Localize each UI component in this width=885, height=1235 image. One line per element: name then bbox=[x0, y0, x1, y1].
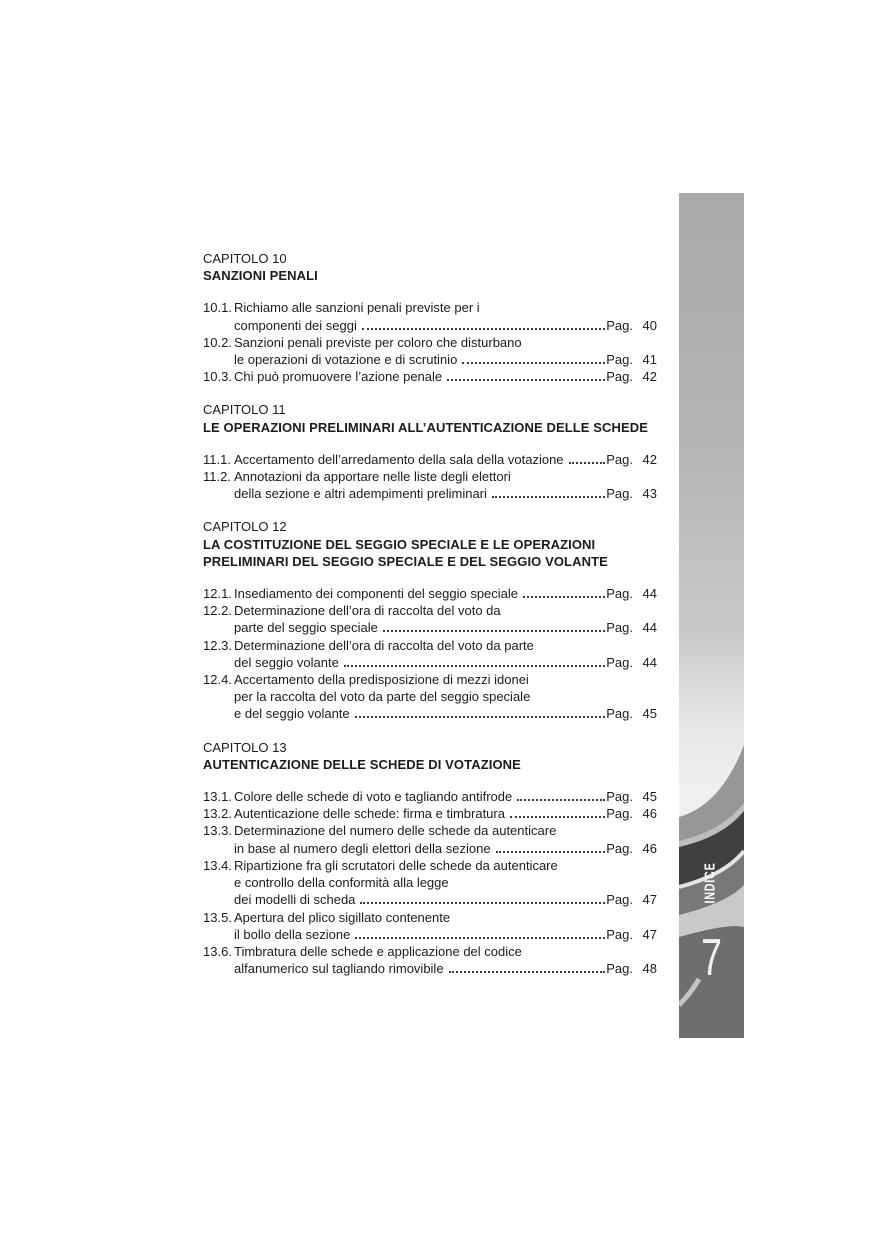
entry-number: 12.3. bbox=[203, 637, 232, 653]
page-number: 7 bbox=[701, 929, 722, 987]
toc-entry bbox=[203, 602, 657, 636]
entry-body bbox=[234, 451, 657, 468]
entry-last-line bbox=[234, 585, 657, 602]
entry-text-line: Apertura del plico sigillato contenente bbox=[234, 909, 451, 925]
entry-text-line: Insediamento dei componenti del seggio speciale bbox=[234, 586, 519, 602]
pag-label: Pag. bbox=[606, 806, 633, 822]
index-tab-sidebar bbox=[679, 193, 744, 1038]
dot-leader bbox=[517, 798, 605, 801]
entry-text-line: parte del seggio speciale bbox=[234, 620, 378, 636]
entry-text-line: Determinazione dell’ora di raccolta del voto da parte bbox=[234, 637, 534, 653]
toc-entry bbox=[203, 637, 657, 671]
toc-chapter bbox=[203, 250, 657, 385]
entry-page-number: 44 bbox=[642, 586, 657, 602]
entry-text-line: dei modelli di scheda bbox=[234, 892, 356, 908]
entry-last-line bbox=[234, 926, 657, 943]
entry-number: 13.3. bbox=[203, 823, 232, 839]
entry-body bbox=[234, 637, 657, 671]
dot-leader bbox=[447, 378, 605, 381]
entry-last-line bbox=[234, 805, 657, 822]
toc-entry bbox=[203, 805, 657, 822]
toc-chapter bbox=[203, 518, 657, 722]
entry-text-line: le operazioni di votazione e di scrutinio bbox=[234, 352, 458, 368]
entry-number: 13.5. bbox=[203, 909, 232, 925]
pag-label: Pag. bbox=[606, 706, 633, 722]
entry-text-line: per la raccolta del voto da parte del seggio speciale bbox=[234, 689, 531, 705]
entry-text-line: Timbratura delle schede e applicazione del codice bbox=[234, 943, 522, 959]
dot-leader bbox=[355, 936, 605, 939]
entry-last-line bbox=[234, 317, 657, 334]
entry-body bbox=[234, 788, 657, 805]
dot-leader bbox=[355, 715, 606, 718]
entry-text-line: del seggio volante bbox=[234, 654, 339, 670]
toc-entry bbox=[203, 822, 657, 856]
entry-body bbox=[234, 468, 657, 502]
entry-last-line bbox=[234, 705, 657, 722]
dot-leader bbox=[510, 815, 605, 818]
entry-page-number: 42 bbox=[642, 451, 657, 467]
entry-last-line bbox=[234, 485, 657, 502]
pag-label: Pag. bbox=[606, 654, 633, 670]
chapter-label: CAPITOLO 13 bbox=[203, 739, 287, 755]
entry-text-line: componenti dei seggi bbox=[234, 317, 357, 333]
pag-label: Pag. bbox=[606, 789, 633, 805]
entry-body bbox=[234, 602, 657, 636]
entry-text-line: e controllo della conformità alla legge bbox=[234, 875, 449, 891]
entry-number: 13.2. bbox=[203, 806, 232, 822]
entry-last-line bbox=[234, 451, 657, 468]
entry-last-line bbox=[234, 960, 657, 977]
entry-text-line: Annotazioni da apportare nelle liste degli elettori bbox=[234, 469, 511, 485]
entry-body bbox=[234, 943, 657, 977]
dot-leader bbox=[449, 970, 606, 973]
pag-label: Pag. bbox=[606, 369, 633, 385]
entry-page-number: 46 bbox=[642, 806, 657, 822]
entry-number: 10.2. bbox=[203, 334, 232, 350]
entry-number: 11.2. bbox=[203, 469, 231, 485]
entry-number: 13.4. bbox=[203, 857, 232, 873]
chapter-title: LE OPERAZIONI PRELIMINARI ALL’AUTENTICAZIONE DELLE SCHEDE bbox=[203, 419, 649, 435]
toc-entry bbox=[203, 468, 657, 502]
entry-body bbox=[234, 857, 657, 909]
chapter-entries bbox=[203, 299, 657, 385]
pag-label: Pag. bbox=[606, 451, 633, 467]
entry-body bbox=[234, 334, 657, 368]
toc-chapter bbox=[203, 401, 657, 502]
entry-text-line: e del seggio volante bbox=[234, 706, 350, 722]
chapter-label: CAPITOLO 12 bbox=[203, 519, 287, 535]
entry-page-number: 46 bbox=[642, 840, 657, 856]
pag-label: Pag. bbox=[606, 926, 633, 942]
entry-body bbox=[234, 299, 657, 333]
pag-label: Pag. bbox=[606, 961, 633, 977]
dot-leader bbox=[383, 629, 605, 632]
pag-label: Pag. bbox=[606, 352, 633, 368]
toc-entry bbox=[203, 909, 657, 943]
dot-leader bbox=[362, 327, 605, 330]
entry-number: 12.4. bbox=[203, 672, 232, 688]
dot-leader bbox=[523, 595, 605, 598]
entry-text-line: in base al numero degli elettori della sezione bbox=[234, 840, 491, 856]
entry-last-line bbox=[234, 840, 657, 857]
toc-entry bbox=[203, 368, 657, 385]
chapter-entries bbox=[203, 788, 657, 977]
dot-leader bbox=[496, 850, 606, 853]
entry-text-line: Sanzioni penali previste per coloro che disturbano bbox=[234, 334, 522, 350]
chapter-title: PRELIMINARI DEL SEGGIO SPECIALE E DEL SEGGIO VOLANTE bbox=[203, 553, 608, 569]
entry-page-number: 45 bbox=[642, 706, 657, 722]
entry-number: 12.1. bbox=[203, 586, 232, 602]
entry-body bbox=[234, 671, 657, 723]
entry-page-number: 40 bbox=[642, 317, 657, 333]
entry-last-line bbox=[234, 351, 657, 368]
toc-entry bbox=[203, 451, 657, 468]
pag-label: Pag. bbox=[606, 317, 633, 333]
entry-body bbox=[234, 368, 657, 385]
entry-text-line: Determinazione dell’ora di raccolta del voto da bbox=[234, 603, 501, 619]
entry-text-line: Chi può promuovere l’azione penale bbox=[234, 369, 443, 385]
chapter-title: LA COSTITUZIONE DEL SEGGIO SPECIALE E LE OPERAZIONI bbox=[203, 536, 596, 552]
toc-entry bbox=[203, 585, 657, 602]
entry-body bbox=[234, 822, 657, 856]
entry-number: 12.2. bbox=[203, 603, 232, 619]
pag-label: Pag. bbox=[606, 586, 633, 602]
chapter-label: CAPITOLO 10 bbox=[203, 251, 287, 266]
entry-text-line: della sezione e altri adempimenti preliminari bbox=[234, 486, 487, 502]
entry-last-line bbox=[234, 891, 657, 908]
dot-leader bbox=[462, 361, 605, 364]
entry-text-line: alfanumerico sul tagliando rimovibile bbox=[234, 961, 444, 977]
entry-page-number: 47 bbox=[642, 926, 657, 942]
entry-body bbox=[234, 909, 657, 943]
entry-page-number: 44 bbox=[642, 620, 657, 636]
entry-number: 10.3. bbox=[203, 369, 232, 385]
chapter-entries bbox=[203, 585, 657, 723]
pag-label: Pag. bbox=[606, 892, 633, 908]
toc-entry bbox=[203, 299, 657, 333]
pag-label: Pag. bbox=[606, 620, 633, 636]
pag-label: Pag. bbox=[606, 486, 633, 502]
toc-entry bbox=[203, 671, 657, 723]
entry-page-number: 48 bbox=[642, 961, 657, 977]
entry-page-number: 43 bbox=[642, 486, 657, 502]
toc-entry bbox=[203, 334, 657, 368]
entry-last-line bbox=[234, 368, 657, 385]
sidebar-index-label: INDICE bbox=[700, 862, 719, 904]
toc-entry bbox=[203, 857, 657, 909]
entry-number: 10.1. bbox=[203, 300, 232, 316]
entry-last-line bbox=[234, 654, 657, 671]
entry-text-line: Accertamento della predisposizione di mezzi idonei bbox=[234, 672, 529, 688]
entry-text-line: Determinazione del numero delle schede da autenticare bbox=[234, 823, 557, 839]
entry-text-line: Colore delle schede di voto e tagliando antifrode bbox=[234, 789, 513, 805]
chapter-label: CAPITOLO 11 bbox=[203, 402, 286, 418]
toc-chapter bbox=[203, 739, 657, 978]
entry-text-line: Ripartizione fra gli scrutatori delle schede da autenticare bbox=[234, 857, 558, 873]
toc-entry bbox=[203, 943, 657, 977]
dot-leader bbox=[569, 461, 606, 464]
dot-leader bbox=[360, 901, 605, 904]
entry-text-line: Accertamento dell’arredamento della sala della votazione bbox=[234, 451, 564, 467]
entry-body bbox=[234, 805, 657, 822]
entry-last-line bbox=[234, 788, 657, 805]
entry-body bbox=[234, 585, 657, 602]
entry-page-number: 42 bbox=[642, 369, 657, 385]
chapter-title: SANZIONI PENALI bbox=[203, 268, 318, 284]
entry-number: 13.1. bbox=[203, 789, 232, 805]
dot-leader bbox=[344, 664, 605, 667]
entry-page-number: 47 bbox=[642, 892, 657, 908]
entry-text-line: Autenticazione delle schede: firma e timbratura bbox=[234, 806, 505, 822]
entry-text-line: il bollo della sezione bbox=[234, 926, 351, 942]
entry-number: 13.6. bbox=[203, 943, 232, 959]
entry-page-number: 44 bbox=[642, 654, 657, 670]
dot-leader bbox=[492, 495, 605, 498]
entry-page-number: 41 bbox=[642, 352, 657, 368]
entry-text-line: Richiamo alle sanzioni penali previste per i bbox=[234, 300, 480, 316]
entry-number: 11.1. bbox=[203, 451, 231, 467]
entry-last-line bbox=[234, 619, 657, 636]
toc bbox=[203, 250, 657, 977]
toc-entry bbox=[203, 788, 657, 805]
pag-label: Pag. bbox=[606, 840, 633, 856]
entry-page-number: 45 bbox=[642, 789, 657, 805]
chapter-entries bbox=[203, 451, 657, 503]
chapter-title: AUTENTICAZIONE DELLE SCHEDE DI VOTAZIONE bbox=[203, 756, 521, 772]
